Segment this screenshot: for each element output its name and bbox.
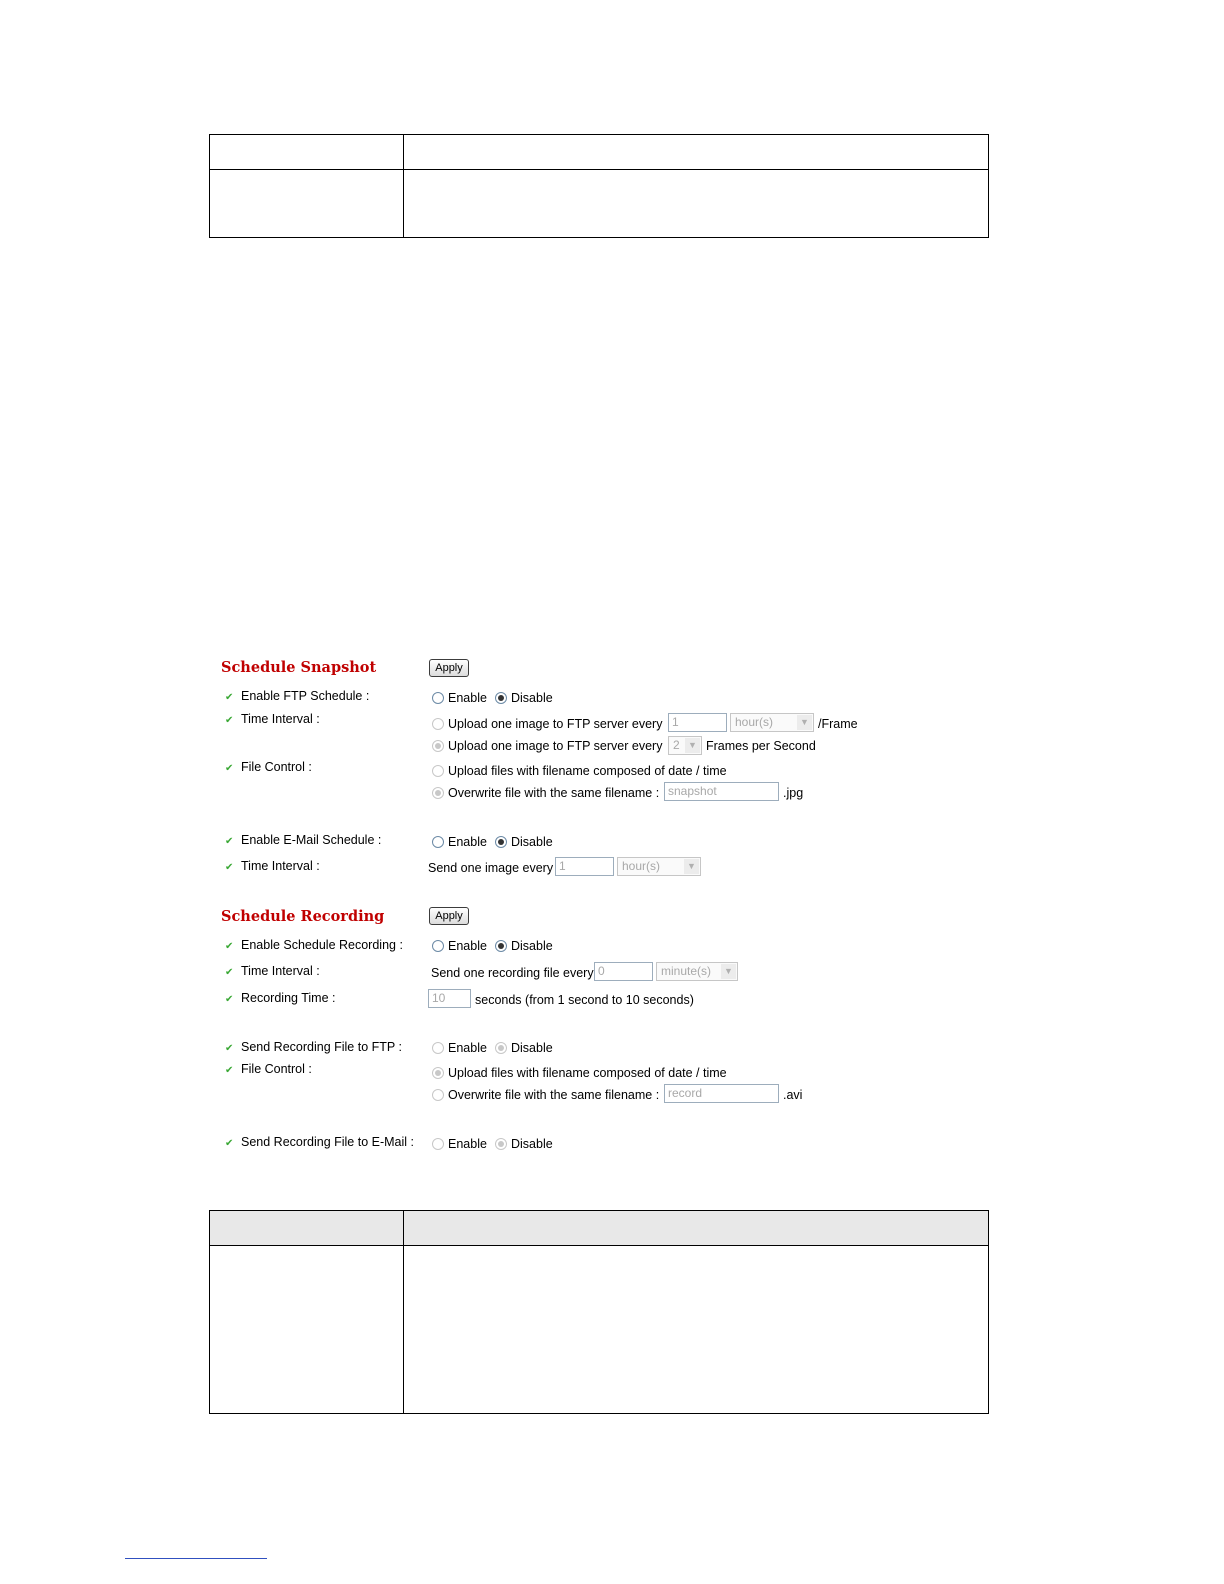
recording-interval-input[interactable]: 0 [594, 962, 653, 981]
ftp-schedule-row [225, 689, 369, 703]
fps-value: 2 [673, 738, 680, 752]
recording-disable-label: Disable [511, 939, 553, 953]
send-image-every-label: Send one image every [428, 861, 554, 875]
check-icon: ✔ [225, 1138, 234, 1149]
email-schedule-label: Enable E-Mail Schedule : [241, 833, 382, 847]
email-interval-label: Time Interval : [241, 859, 320, 873]
email-interval-unit-value: hour(s) [622, 859, 661, 873]
snapshot-apply-button[interactable]: Apply [429, 659, 469, 677]
check-icon: ✔ [225, 715, 234, 726]
time-interval-row [225, 712, 320, 726]
recording-date-time-radio[interactable] [432, 1067, 444, 1079]
send-ftp-enable-label: Enable [448, 1041, 487, 1055]
top-description-table [209, 134, 989, 238]
footer-link-underline [125, 1558, 267, 1559]
recording-time-label: Recording Time : [241, 991, 336, 1005]
table-cell [404, 1246, 989, 1414]
upload-fps-label: Upload one image to FTP server every [448, 739, 663, 753]
send-ftp-disable-label: Disable [511, 1041, 553, 1055]
overwrite-label: Overwrite file with the same filename : [448, 786, 660, 800]
enable-recording-row [225, 938, 403, 952]
email-interval-input[interactable]: 1 [555, 857, 614, 876]
per-frame-label: /Frame [818, 717, 858, 731]
upload-interval-unit-value: hour(s) [735, 715, 774, 729]
ftp-schedule-disable-label: Disable [511, 691, 553, 705]
recording-interval-unit-select[interactable] [656, 962, 738, 981]
recording-time-input[interactable]: 10 [428, 989, 471, 1008]
send-email-row [225, 1135, 414, 1149]
send-recording-every-label: Send one recording file every [431, 966, 594, 980]
table-header-cell [404, 1211, 989, 1246]
recording-enable-label: Enable [448, 939, 487, 953]
upload-interval-label: Upload one image to FTP server every [448, 717, 663, 731]
recording-time-row [225, 991, 335, 1005]
file-control-row [225, 760, 312, 774]
recording-overwrite-label: Overwrite file with the same filename : [448, 1088, 660, 1102]
file-control-label: File Control : [241, 760, 312, 774]
recording-interval-row [225, 964, 320, 978]
email-interval-row [225, 859, 320, 873]
send-email-disable-label: Disable [511, 1137, 553, 1151]
email-schedule-disable-label: Disable [511, 835, 553, 849]
recording-date-time-label: Upload files with filename composed of date / time [448, 1066, 727, 1080]
send-ftp-row [225, 1040, 402, 1054]
enable-recording-label: Enable Schedule Recording : [241, 938, 403, 952]
upload-interval-radio[interactable] [432, 718, 444, 730]
upload-interval-input[interactable]: 1 [668, 713, 727, 732]
send-email-enable-label: Enable [448, 1137, 487, 1151]
upload-fps-radio[interactable] [432, 740, 444, 752]
email-schedule-disable-radio[interactable] [495, 836, 507, 848]
snapshot-filename-input[interactable]: snapshot [664, 782, 779, 801]
recording-enable-radio[interactable] [432, 940, 444, 952]
email-schedule-enable-label: Enable [448, 835, 487, 849]
email-schedule-enable-radio[interactable] [432, 836, 444, 848]
ftp-schedule-enable-label: Enable [448, 691, 487, 705]
table-cell [404, 135, 989, 170]
table-cell [210, 135, 404, 170]
check-icon: ✔ [225, 763, 234, 774]
ftp-schedule-enable-radio[interactable] [432, 692, 444, 704]
check-icon: ✔ [225, 692, 234, 703]
chevron-down-icon: ▼ [684, 859, 699, 874]
recording-interval-unit-value: minute(s) [661, 964, 712, 978]
recording-time-hint: seconds (from 1 second to 10 seconds) [475, 993, 694, 1007]
email-interval-unit-select[interactable] [617, 857, 701, 876]
recording-file-control-label: File Control : [241, 1062, 312, 1076]
chevron-down-icon: ▼ [721, 964, 736, 979]
table-header-cell [210, 1211, 404, 1246]
send-ftp-label: Send Recording File to FTP : [241, 1040, 402, 1054]
schedule-snapshot-title: Schedule Snapshot [221, 659, 377, 676]
recording-interval-label: Time Interval : [241, 964, 320, 978]
ftp-schedule-disable-radio[interactable] [495, 692, 507, 704]
check-icon: ✔ [225, 836, 234, 847]
date-time-label: Upload files with filename composed of date / time [448, 764, 727, 778]
schedule-recording-title: Schedule Recording [221, 908, 385, 925]
time-interval-label: Time Interval : [241, 712, 320, 726]
send-ftp-disable-radio[interactable] [495, 1042, 507, 1054]
email-schedule-row [225, 833, 381, 847]
recording-file-control-row [225, 1062, 312, 1076]
table-cell [210, 1246, 404, 1414]
send-email-disable-radio[interactable] [495, 1138, 507, 1150]
check-icon: ✔ [225, 1065, 234, 1076]
check-icon: ✔ [225, 862, 234, 873]
recording-filename-input[interactable]: record [664, 1084, 779, 1103]
recording-overwrite-radio[interactable] [432, 1089, 444, 1101]
chevron-down-icon: ▼ [797, 715, 812, 730]
fps-select[interactable] [668, 736, 702, 755]
chevron-down-icon: ▼ [685, 738, 700, 753]
check-icon: ✔ [225, 994, 234, 1005]
check-icon: ✔ [225, 967, 234, 978]
bottom-description-table [209, 1210, 989, 1414]
snapshot-ext: .jpg [783, 786, 804, 800]
table-cell [404, 170, 989, 238]
send-ftp-enable-radio[interactable] [432, 1042, 444, 1054]
upload-interval-unit-select[interactable] [730, 713, 814, 732]
check-icon: ✔ [225, 1043, 234, 1054]
fps-label: Frames per Second [706, 739, 816, 753]
send-email-label: Send Recording File to E-Mail : [241, 1135, 414, 1149]
check-icon: ✔ [225, 941, 234, 952]
date-time-radio[interactable] [432, 765, 444, 777]
send-email-enable-radio[interactable] [432, 1138, 444, 1150]
recording-ext: .avi [783, 1088, 803, 1102]
table-cell [210, 170, 404, 238]
recording-apply-button[interactable]: Apply [429, 907, 469, 925]
ftp-schedule-label: Enable FTP Schedule : [241, 689, 370, 703]
recording-disable-radio[interactable] [495, 940, 507, 952]
overwrite-radio[interactable] [432, 787, 444, 799]
